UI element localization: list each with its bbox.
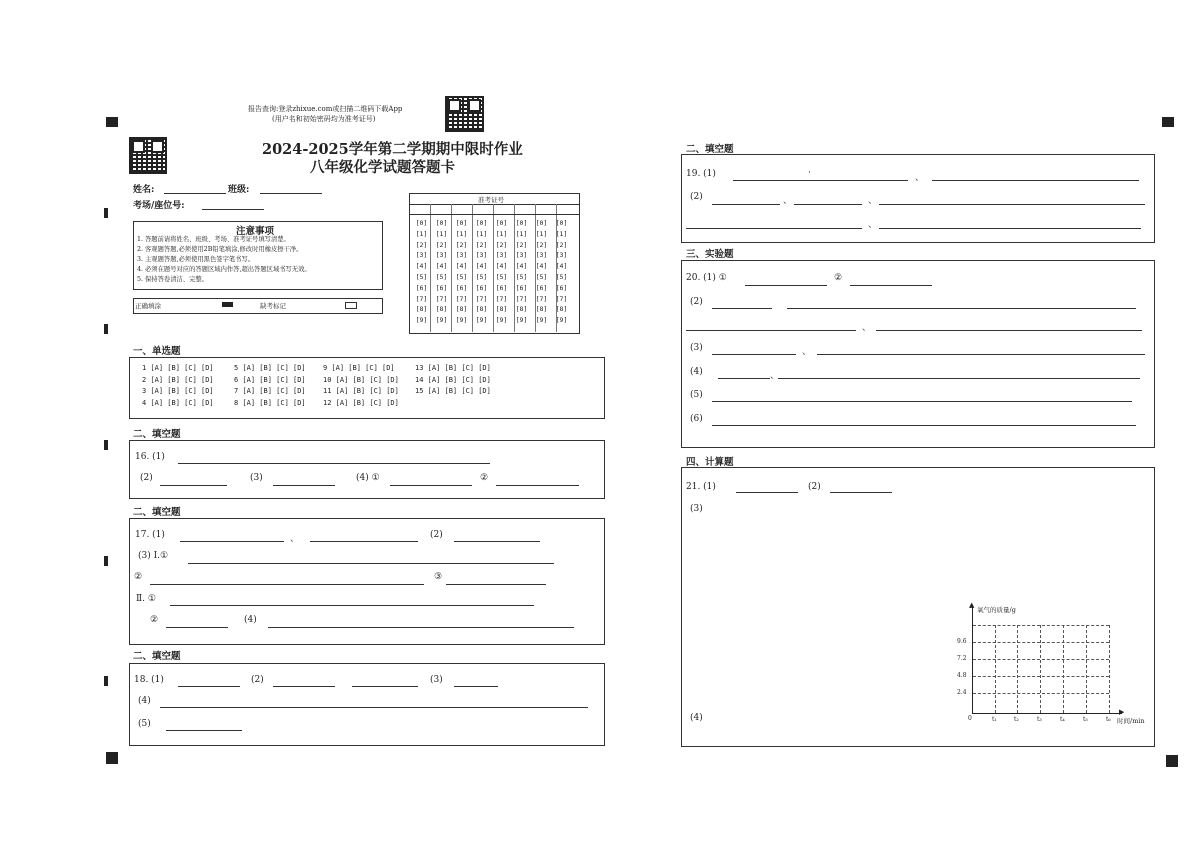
section-experiment: 三、实验题: [686, 249, 734, 260]
seat-field[interactable]: [202, 209, 264, 210]
exam-id-digit-bubble[interactable]: [9]: [435, 316, 448, 325]
exam-id-column[interactable]: [413, 218, 430, 326]
grid-line: [1017, 625, 1018, 713]
q17-box: [129, 518, 605, 645]
exam-id-digit-bubble[interactable]: [8]: [515, 305, 528, 314]
answer-line[interactable]: [876, 330, 1142, 331]
exam-id-digit-bubble[interactable]: [6]: [455, 283, 468, 292]
section-fill-in: 二、填空题: [133, 507, 181, 518]
exam-id-digit-bubble[interactable]: [6]: [555, 283, 568, 292]
exam-id-digit-bubble[interactable]: [6]: [495, 283, 508, 292]
q16-part2: (2): [140, 473, 153, 483]
y-axis-arrow-icon: ▲: [969, 601, 975, 609]
x-axis-arrow-icon: ▶: [1119, 708, 1125, 716]
exam-id-digit-bubble[interactable]: [5]: [435, 272, 448, 281]
q20-part4: (4): [690, 367, 703, 377]
exam-id-digit-bubble[interactable]: [0]: [455, 219, 468, 227]
answer-line[interactable]: [712, 425, 1136, 426]
q19-sep: 、: [868, 196, 878, 206]
grid-line: [1109, 625, 1110, 713]
exam-id-digit-bubble[interactable]: [0]: [435, 219, 448, 227]
q19-part2: (2): [690, 192, 703, 202]
choice-row[interactable]: 14 [A] [B] [C] [D]: [415, 375, 491, 384]
correct-fill-sample: [222, 302, 233, 307]
answer-line[interactable]: [268, 627, 574, 628]
q20-sep: 、: [862, 323, 872, 333]
exam-id-digit-bubble[interactable]: [6]: [435, 283, 448, 292]
timing-mark: [104, 324, 108, 334]
x-tick-label: t₂: [1014, 716, 1019, 723]
q21-part2: (2): [808, 482, 821, 492]
notice-item: 1. 答题前请将姓名、班级、考场、准考证号填写清楚。: [137, 236, 290, 243]
section-fill-in: 二、填空题: [133, 429, 181, 440]
exam-id-digit-bubble[interactable]: [4]: [455, 262, 468, 271]
exam-id-digit-bubble[interactable]: [3]: [555, 251, 568, 260]
choice-row[interactable]: 9 [A] [B] [C] [D]: [323, 364, 395, 372]
answer-line[interactable]: [879, 204, 1145, 205]
answer-line[interactable]: [817, 354, 1145, 355]
exam-id-digit-bubble[interactable]: [8]: [415, 305, 428, 314]
q18-part4: (4): [138, 696, 151, 706]
q16-part3: (3): [250, 473, 263, 483]
seat-label: 考场/座位号:: [133, 201, 185, 211]
choice-row[interactable]: 7 [A] [B] [C] [D]: [234, 387, 306, 395]
answer-line[interactable]: [932, 180, 1139, 181]
q20-part3: (3): [690, 343, 703, 353]
q19-dot: ·: [808, 168, 811, 178]
exam-id-digit-bubble[interactable]: [4]: [515, 262, 528, 271]
answer-line[interactable]: [446, 584, 546, 585]
answer-line[interactable]: [390, 485, 472, 486]
exam-id-digit-bubble[interactable]: [1]: [495, 229, 508, 238]
exam-id-digit-bubble[interactable]: [7]: [415, 294, 428, 303]
answer-line[interactable]: [170, 605, 534, 606]
q18-box: [129, 663, 605, 746]
q19-sep: 、: [783, 196, 793, 206]
exam-id-digit-bubble[interactable]: [5]: [455, 272, 468, 281]
answer-line[interactable]: [166, 730, 242, 731]
answer-line[interactable]: [166, 627, 228, 628]
q20-part6: (6): [690, 414, 703, 424]
grid-line: [995, 625, 996, 713]
exam-id-digit-bubble[interactable]: [3]: [455, 251, 468, 260]
q20-sep: 、: [802, 347, 812, 357]
absent-mark-checkbox[interactable]: [345, 302, 357, 309]
q17-circle2: ②: [134, 572, 143, 582]
x-tick-label: t₆: [1106, 716, 1111, 723]
exam-id-digit-bubble[interactable]: [3]: [535, 251, 548, 260]
q17-part3: (3) Ⅰ.①: [138, 551, 169, 561]
exam-id-digit-bubble[interactable]: [1]: [535, 229, 548, 238]
exam-id-digit-bubble[interactable]: [3]: [495, 251, 508, 260]
answer-line[interactable]: [273, 485, 335, 486]
exam-id-column-divider: [535, 204, 536, 332]
q19-label: 19. (1): [686, 169, 716, 179]
exam-id-digit-bubble[interactable]: [1]: [435, 229, 448, 238]
exam-id-digit-bubble[interactable]: [2]: [555, 240, 568, 249]
exam-id-column-divider: [493, 204, 494, 332]
exam-id-digit-bubble[interactable]: [4]: [495, 262, 508, 271]
q17-part-ii: Ⅱ. ①: [136, 594, 156, 604]
oxygen-graph[interactable]: [955, 602, 1145, 728]
y-tick-label: 2.4: [957, 689, 967, 696]
x-tick-label: t₃: [1037, 716, 1042, 723]
answer-line[interactable]: [778, 378, 1140, 379]
notice-item: 2. 客观题答题,必须使用2B铅笔填涂,修改时用橡皮擦干净。: [137, 246, 303, 253]
exam-id-column[interactable]: [493, 218, 510, 326]
exam-id-digit-bubble[interactable]: [2]: [455, 240, 468, 249]
exam-id-digit-bubble[interactable]: [7]: [435, 294, 448, 303]
exam-id-digit-bubble[interactable]: [5]: [475, 272, 488, 281]
choice-column-2[interactable]: [234, 363, 306, 409]
y-tick-label: 9.6: [957, 638, 967, 645]
exam-id-digit-bubble[interactable]: [9]: [415, 316, 428, 325]
exam-id-digit-bubble[interactable]: [4]: [435, 262, 448, 271]
q21-part4: (4): [690, 713, 703, 723]
answer-line[interactable]: [178, 686, 240, 687]
exam-id-grid[interactable]: [413, 218, 570, 326]
exam-id-digit-bubble[interactable]: [3]: [515, 251, 528, 260]
q16-part4: (4) ①: [356, 473, 380, 483]
origin-label: 0: [968, 715, 972, 722]
answer-line[interactable]: [712, 354, 796, 355]
answer-line[interactable]: [830, 492, 892, 493]
q16-box: [129, 440, 605, 499]
exam-id-digit-bubble[interactable]: [0]: [515, 219, 528, 227]
x-axis: [972, 713, 1122, 714]
exam-id-column-divider: [514, 204, 515, 332]
q16-label: 16. (1): [135, 452, 165, 462]
absent-mark-label: 缺考标记: [260, 302, 286, 310]
exam-id-digit-bubble[interactable]: [9]: [555, 316, 568, 325]
y-axis: [972, 606, 973, 714]
exam-id-digit-bubble[interactable]: [5]: [535, 272, 548, 281]
q20-part5: (5): [690, 390, 703, 400]
exam-id-digit-bubble[interactable]: [7]: [535, 294, 548, 303]
exam-id-divider: [410, 204, 579, 205]
q20-part2: (2): [690, 297, 703, 307]
grid-line: [973, 625, 1109, 626]
choice-row[interactable]: 11 [A] [B] [C] [D]: [323, 387, 399, 395]
exam-id-digit-bubble[interactable]: [1]: [555, 229, 568, 238]
exam-id-digit-bubble[interactable]: [7]: [495, 294, 508, 303]
choice-row[interactable]: 6 [A] [B] [C] [D]: [234, 375, 306, 384]
section-fill-in: 二、填空题: [686, 144, 734, 155]
exam-id-digit-bubble[interactable]: [0]: [535, 219, 548, 227]
exam-id-digit-bubble[interactable]: [5]: [415, 272, 428, 281]
class-label: 班级:: [228, 185, 250, 195]
choice-row[interactable]: 1 [A] [B] [C] [D]: [142, 364, 214, 372]
grid-line: [1086, 625, 1087, 713]
timing-mark: [104, 208, 108, 218]
exam-id-digit-bubble[interactable]: [5]: [555, 272, 568, 281]
answer-line[interactable]: [180, 541, 284, 542]
choice-column-3[interactable]: [323, 363, 399, 409]
exam-id-digit-bubble[interactable]: [4]: [535, 262, 548, 271]
answer-line[interactable]: [150, 584, 424, 585]
report-line-2: (用户名和初始密码均为准考证号): [272, 115, 376, 123]
exam-id-digit-bubble[interactable]: [9]: [495, 316, 508, 325]
y-tick-label: 7.2: [957, 655, 967, 662]
answer-line[interactable]: [352, 686, 418, 687]
grid-line: [973, 642, 1109, 643]
timing-mark: [106, 117, 118, 127]
y-tick-label: 4.8: [957, 672, 967, 679]
exam-id-digit-bubble[interactable]: [0]: [495, 219, 508, 227]
answer-line[interactable]: [794, 204, 862, 205]
page-subtitle: 八年级化学试题答题卡: [310, 159, 455, 176]
exam-id-digit-bubble[interactable]: [4]: [555, 262, 568, 271]
choice-row[interactable]: 10 [A] [B] [C] [D]: [323, 375, 399, 384]
exam-id-column[interactable]: [513, 218, 530, 326]
exam-id-digit-bubble[interactable]: [9]: [455, 316, 468, 325]
exam-id-label: 准考证号: [478, 196, 504, 204]
timing-mark: [104, 676, 108, 686]
exam-id-digit-bubble[interactable]: [9]: [475, 316, 488, 325]
q17-circle4: ②: [150, 615, 159, 625]
q21-label: 21. (1): [686, 482, 716, 492]
exam-id-digit-bubble[interactable]: [6]: [535, 283, 548, 292]
choice-row[interactable]: 2 [A] [B] [C] [D]: [142, 375, 214, 384]
q20-circle2: ②: [834, 273, 843, 283]
report-line-1: 报告查询:登录zhixue.com或扫描二维码下载App: [248, 105, 403, 113]
exam-id-digit-bubble[interactable]: [1]: [455, 229, 468, 238]
q18-part5: (5): [138, 719, 151, 729]
choice-row[interactable]: 5 [A] [B] [C] [D]: [234, 364, 306, 372]
exam-id-digit-bubble[interactable]: [6]: [515, 283, 528, 292]
exam-id-digit-bubble[interactable]: [0]: [555, 219, 568, 227]
exam-id-digit-bubble[interactable]: [7]: [475, 294, 488, 303]
name-field[interactable]: [164, 193, 226, 194]
q19-box: [681, 154, 1155, 243]
exam-id-digit-bubble[interactable]: [0]: [475, 219, 488, 227]
notice-list: [137, 235, 311, 285]
answer-line[interactable]: [160, 707, 588, 708]
answer-line[interactable]: [787, 308, 1136, 309]
exam-id-digit-bubble[interactable]: [9]: [515, 316, 528, 325]
exam-id-digit-bubble[interactable]: [8]: [555, 305, 568, 314]
choice-row[interactable]: 4 [A] [B] [C] [D]: [142, 398, 214, 407]
choice-row[interactable]: 15 [A] [B] [C] [D]: [415, 387, 491, 395]
exam-id-digit-bubble[interactable]: [1]: [475, 229, 488, 238]
timing-mark: [1162, 117, 1174, 127]
exam-id-column-divider: [556, 204, 557, 332]
timing-mark: [104, 556, 108, 566]
qr-code-icon: [129, 137, 167, 174]
answer-line[interactable]: [745, 285, 827, 286]
q19-sep: 、: [915, 173, 925, 183]
exam-id-column[interactable]: [473, 218, 490, 326]
answer-line[interactable]: [712, 401, 1132, 402]
choice-column-1[interactable]: [142, 363, 214, 409]
exam-id-digit-bubble[interactable]: [2]: [435, 240, 448, 249]
exam-id-digit-bubble[interactable]: [2]: [495, 240, 508, 249]
grid-line: [1040, 625, 1041, 713]
q21-part3: (3): [690, 504, 703, 514]
exam-id-column-divider: [472, 204, 473, 332]
exam-id-digit-bubble[interactable]: [6]: [475, 283, 488, 292]
q17-circle3: ③: [434, 572, 443, 582]
answer-line[interactable]: [178, 463, 490, 464]
exam-id-digit-bubble[interactable]: [3]: [415, 251, 428, 260]
answer-line[interactable]: [686, 228, 862, 229]
q19-sep2: 、: [868, 220, 878, 230]
grid-line: [973, 659, 1109, 660]
q18-part3: (3): [430, 675, 443, 685]
answer-line[interactable]: [496, 485, 579, 486]
timing-mark: [1166, 755, 1178, 767]
notice-item: 4. 必须在题号对应的答题区域内作答,超出答题区域书写无效。: [137, 266, 311, 273]
answer-line[interactable]: [160, 485, 227, 486]
answer-line[interactable]: [733, 180, 908, 181]
exam-id-digit-bubble[interactable]: [8]: [455, 305, 468, 314]
answer-line[interactable]: [850, 285, 932, 286]
choice-row[interactable]: 3 [A] [B] [C] [D]: [142, 387, 214, 395]
q17-label: 17. (1): [135, 530, 165, 540]
exam-id-digit-bubble[interactable]: [8]: [535, 305, 548, 314]
exam-id-digit-bubble[interactable]: [0]: [415, 219, 428, 227]
q16-part5: ②: [480, 473, 489, 483]
answer-line[interactable]: [310, 541, 418, 542]
notice-item: 5. 保持答卷清洁、完整。: [137, 276, 208, 283]
answer-line[interactable]: [712, 204, 780, 205]
exam-id-digit-bubble[interactable]: [2]: [475, 240, 488, 249]
exam-id-digit-bubble[interactable]: [3]: [475, 251, 488, 260]
exam-id-digit-bubble[interactable]: [7]: [555, 294, 568, 303]
exam-id-digit-bubble[interactable]: [5]: [515, 272, 528, 281]
grid-line: [973, 676, 1109, 677]
exam-id-digit-bubble[interactable]: [4]: [475, 262, 488, 271]
exam-id-column-divider: [430, 204, 431, 332]
answer-line[interactable]: [454, 541, 540, 542]
answer-line[interactable]: [736, 492, 798, 493]
choice-row[interactable]: 8 [A] [B] [C] [D]: [234, 398, 306, 407]
answer-line[interactable]: [879, 228, 1141, 229]
exam-id-digit-bubble[interactable]: [8]: [475, 305, 488, 314]
class-field[interactable]: [260, 193, 322, 194]
answer-line[interactable]: [273, 686, 335, 687]
exam-id-digit-bubble[interactable]: [9]: [535, 316, 548, 325]
answer-line[interactable]: [718, 378, 770, 379]
section-calculation: 四、计算题: [686, 457, 734, 468]
exam-id-digit-bubble[interactable]: [1]: [415, 229, 428, 238]
answer-line[interactable]: [188, 563, 554, 564]
exam-id-digit-bubble[interactable]: [8]: [435, 305, 448, 314]
section-single-choice: 一、单选题: [133, 346, 181, 357]
choice-row[interactable]: 12 [A] [B] [C] [D]: [323, 398, 399, 407]
name-label: 姓名:: [133, 185, 155, 195]
exam-id-digit-bubble[interactable]: [3]: [435, 251, 448, 260]
exam-id-digit-bubble[interactable]: [2]: [515, 240, 528, 249]
q17-sep: 、: [290, 534, 300, 544]
q21-answer-area[interactable]: [690, 518, 940, 708]
q20-sep: 、: [770, 371, 780, 381]
page-title: 2024-2025学年第二学期期中限时作业: [262, 141, 523, 158]
x-tick-label: t₄: [1060, 716, 1065, 723]
choice-column-4[interactable]: [415, 363, 491, 398]
exam-id-digit-bubble[interactable]: [2]: [535, 240, 548, 249]
exam-id-digit-bubble[interactable]: [6]: [415, 283, 428, 292]
q20-label: 20. (1) ①: [686, 273, 727, 283]
q17-part4: (4): [244, 615, 257, 625]
q18-label: 18. (1): [134, 675, 164, 685]
exam-id-write-row[interactable]: [410, 214, 579, 215]
q17-part2: (2): [430, 530, 443, 540]
notice-title: 注意事项: [236, 226, 275, 237]
exam-id-digit-bubble[interactable]: [4]: [415, 262, 428, 271]
exam-id-digit-bubble[interactable]: [2]: [415, 240, 428, 249]
x-tick-label: t₅: [1083, 716, 1088, 723]
section-fill-in: 二、填空题: [133, 651, 181, 662]
grid-line: [1063, 625, 1064, 713]
notice-item: 3. 主观题答题,必须使用黑色签字笔书写。: [137, 256, 255, 263]
answer-line[interactable]: [712, 308, 772, 309]
q18-part2: (2): [251, 675, 264, 685]
y-axis-label: 氧气的质量/g: [977, 606, 1016, 614]
qr-code-icon: [445, 96, 484, 132]
correct-fill-label: 正确填涂: [135, 302, 161, 310]
exam-id-digit-bubble[interactable]: [7]: [455, 294, 468, 303]
answer-line[interactable]: [686, 330, 856, 331]
exam-id-column-divider: [451, 204, 452, 332]
exam-id-digit-bubble[interactable]: [7]: [515, 294, 528, 303]
exam-id-digit-bubble[interactable]: [1]: [515, 229, 528, 238]
exam-id-column[interactable]: [433, 218, 450, 326]
answer-line[interactable]: [454, 686, 498, 687]
grid-line: [973, 693, 1109, 694]
x-tick-label: t₁: [992, 716, 997, 723]
exam-id-digit-bubble[interactable]: [5]: [495, 272, 508, 281]
timing-mark: [106, 752, 118, 764]
exam-id-column[interactable]: [453, 218, 470, 326]
timing-mark: [104, 440, 108, 450]
choice-row[interactable]: 13 [A] [B] [C] [D]: [415, 364, 491, 372]
x-axis-label: 时间/min: [1117, 717, 1145, 725]
exam-id-digit-bubble[interactable]: [8]: [495, 305, 508, 314]
